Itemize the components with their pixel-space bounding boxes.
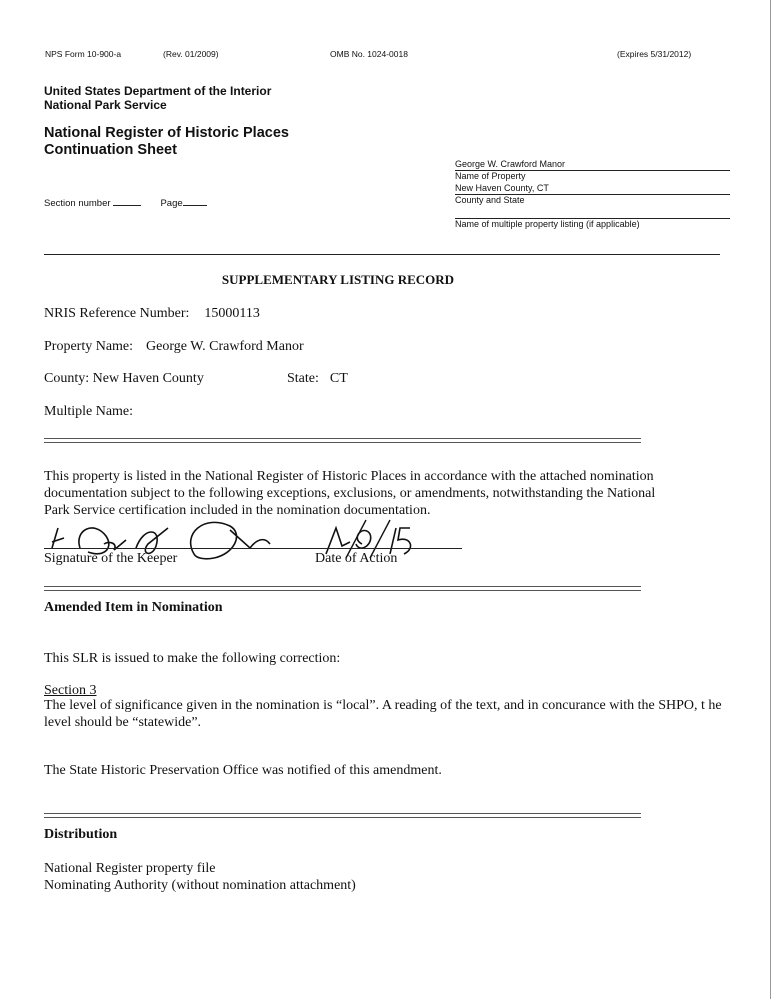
double-rule-3 <box>44 813 641 818</box>
distribution-item-2: Nominating Authority (without nomination attachment) <box>44 878 356 893</box>
slr-county-label: County: <box>44 371 90 386</box>
property-name-row <box>44 338 304 355</box>
slr-state-value: CT <box>329 371 348 386</box>
double-rule-1 <box>44 438 641 443</box>
form-expiration: (Expires 5/31/2012) <box>617 49 692 59</box>
omb-number: OMB No. 1024-0018 <box>330 49 408 59</box>
slr-property-value: George W. Crawford Manor <box>146 339 304 354</box>
section-number-label: Section number <box>44 198 111 209</box>
property-name-label: Name of Property <box>455 170 730 182</box>
slr-heading <box>0 272 676 288</box>
agency-block <box>44 84 271 112</box>
header-divider <box>44 254 720 255</box>
amended-heading: Amended Item in Nomination <box>44 600 223 615</box>
county-state-block <box>455 183 730 206</box>
distribution-heading: Distribution <box>44 827 118 842</box>
county-state-label: County and State <box>455 194 730 206</box>
page-label: Page <box>160 198 183 209</box>
slr-county-value: New Haven County <box>92 371 204 386</box>
correction-line-2: level should be “statewide”. <box>44 715 202 730</box>
nris-row <box>44 305 260 322</box>
statement-line-1: This property is listed in the National Register of Historic Places in accordance with the attached nomination <box>44 469 654 484</box>
county-row <box>44 370 204 387</box>
distribution-item-1: National Register property file <box>44 861 216 876</box>
nris-value: 15000113 <box>204 306 260 321</box>
sheet-title-line2: Continuation Sheet <box>44 142 177 158</box>
statement-line-2: documentation subject to the following exceptions, exclusions, or amendments, notwithstanding the National <box>44 486 656 501</box>
state-row <box>287 370 348 387</box>
signature-line <box>44 548 462 549</box>
slr-heading-text: SUPPLEMENTARY LISTING RECORD <box>221 272 455 287</box>
statement-line-3: Park Service certification included in the nomination documentation. <box>44 503 431 518</box>
sheet-title <box>44 125 289 159</box>
slr-property-label: Property Name: <box>44 339 134 354</box>
date-of-action-label: Date of Action <box>315 551 398 566</box>
form-number: NPS Form 10-900-a <box>45 49 122 59</box>
multiple-name-row <box>44 403 133 420</box>
property-name-block <box>455 159 730 182</box>
shpo-notice: The State Historic Preservation Office was notified of this amendment. <box>44 763 442 778</box>
agency-department: United States Department of the Interior <box>44 84 272 98</box>
correction-line-1: The level of significance given in the nomination is “local”. A reading of the text, and in concurance with the SHPO, t he <box>44 698 722 713</box>
multiple-listing-block <box>455 218 730 230</box>
double-rule-2 <box>44 586 641 591</box>
listing-statement <box>44 468 655 519</box>
scan-edge-line <box>770 0 771 999</box>
amended-correction <box>44 697 722 731</box>
slr-multiple-label: Multiple Name: <box>44 404 134 419</box>
amended-intro: This SLR is issued to make the following correction: <box>44 651 341 666</box>
agency-service: National Park Service <box>44 98 167 112</box>
page-blank <box>183 195 207 206</box>
county-state-value: New Haven County, CT <box>455 183 549 193</box>
multiple-listing-label: Name of multiple property listing (if applicable) <box>455 218 730 230</box>
section-number-blank <box>113 195 141 206</box>
signature-stroke-4 <box>191 522 270 558</box>
signature-stroke-1 <box>52 528 64 548</box>
property-name-value: George W. Crawford Manor <box>455 159 566 169</box>
distribution-list <box>44 860 356 894</box>
date-stroke-8 <box>356 531 371 549</box>
form-revision: (Rev. 01/2009) <box>163 49 219 59</box>
sheet-title-line1: National Register of Historic Places <box>44 125 289 141</box>
amended-section: Section 3 <box>44 683 97 698</box>
slr-state-label: State: <box>287 371 319 386</box>
keeper-label: Signature of the Keeper <box>44 551 178 566</box>
section-page-row <box>44 195 207 209</box>
nris-label: NRIS Reference Number: <box>44 306 190 321</box>
